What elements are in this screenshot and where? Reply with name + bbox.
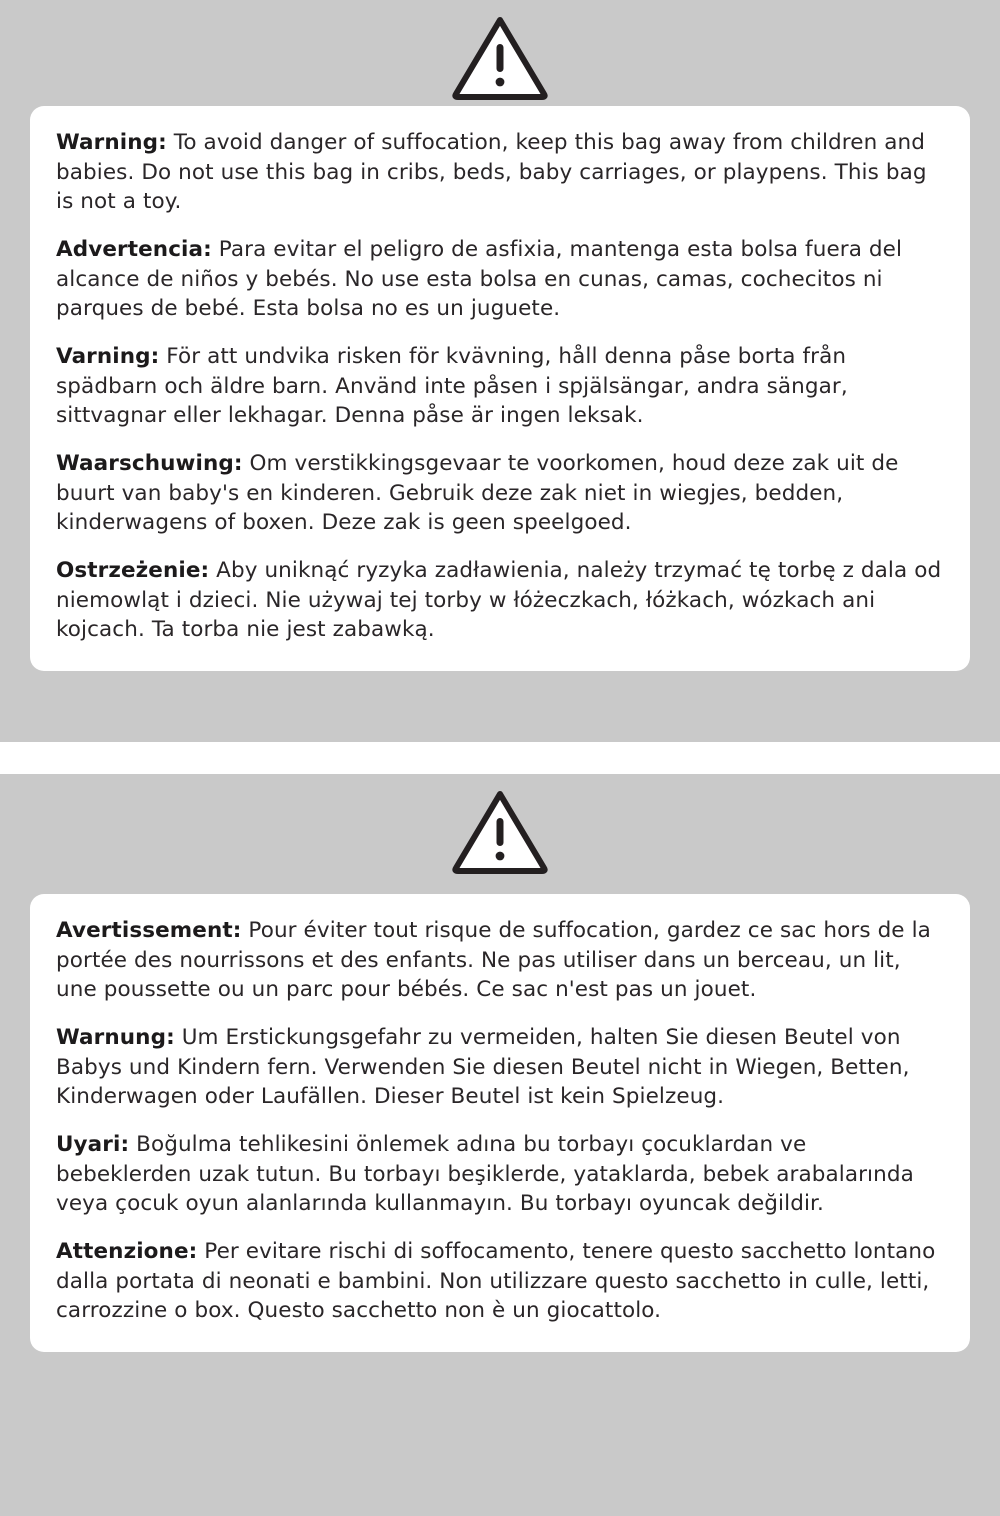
warning-text-card-2	[30, 894, 970, 1352]
warning-paragraph	[56, 916, 944, 1005]
warning-panel-2	[0, 774, 1000, 1516]
warning-paragraph	[56, 235, 944, 324]
panel-separator	[0, 742, 1000, 774]
warning-body-text: Per evitare rischi di soffocamento, tenere questo sacchetto lontano dalla portata di neonati e bambini. Non utilizzare questo sacchetto in culle, letti, carrozzine o box. Questo sacchetto non è un giocattolo.	[56, 1238, 936, 1324]
warning-paragraph	[56, 1237, 944, 1326]
warning-body-text: Om verstikkingsgevaar te voorkomen, houd deze zak uit de buurt van baby's en kinderen. Gebruik deze zak niet in wiegjes, bedden, kinderwagens of boxen. Deze zak is geen speelgoed.	[56, 450, 899, 536]
warning-body-text: Aby uniknąć ryzyka zadławienia, należy trzymać tę torbę z dala od niemowląt i dzieci. Nie używaj tej torby w łóżeczkach, łóżkach, wózkach ani kojcach. Ta torba nie jest zabawką.	[56, 557, 942, 643]
warning-language-label: Warnung:	[56, 1024, 175, 1050]
warning-paragraph	[56, 556, 944, 645]
warning-icon-container	[0, 788, 1000, 880]
warning-panel-1	[0, 0, 1000, 742]
warning-body-text: Um Erstickungsgefahr zu vermeiden, halten Sie diesen Beutel von Babys und Kindern fern. Verwenden Sie diesen Beutel nicht in Wiegen, Betten, Kinderwagen oder Laufällen. Dieser Beutel ist kein Spielzeug.	[56, 1024, 910, 1110]
warning-language-label: Ostrzeżenie:	[56, 557, 210, 583]
warning-icon-container	[0, 14, 1000, 106]
warning-triangle-exclamation-icon	[452, 14, 548, 100]
warning-language-label: Warning:	[56, 130, 167, 155]
warning-body-text: Para evitar el peligro de asfixia, mantenga esta bolsa fuera del alcance de niños y bebés. No use esta bolsa en cunas, camas, cochecitos ni parques de bebé. Esta bolsa no es un juguete.	[56, 236, 903, 322]
warning-paragraph	[56, 1023, 944, 1112]
warning-language-label: Advertencia:	[56, 236, 212, 262]
warning-body-text: Boğulma tehlikesini önlemek adına bu torbayı çocuklardan ve bebeklerden uzak tutun. Bu torbayı beşiklerde, yataklarda, bebek arabalarında veya çocuk oyun alanlarında kullanmayın. Bu torbayı oyuncak değildir.	[56, 1131, 914, 1217]
warning-body-text: För att undvika risken för kvävning, håll denna påse borta från spädbarn och äldre barn. Använd inte påsen i spjälsängar, andra sängar, sittvagnar eller lekhagar. Denna påse är ingen leksak.	[56, 343, 848, 429]
warning-paragraph	[56, 342, 944, 431]
warning-language-label: Uyari:	[56, 1131, 130, 1157]
warning-language-label: Varning:	[56, 343, 160, 369]
warning-language-label: Avertissement:	[56, 918, 242, 943]
warning-paragraph	[56, 449, 944, 538]
warning-body-text: To avoid danger of suffocation, keep this bag away from children and babies. Do not use this bag in cribs, beds, baby carriages, or playpens. This bag is not a toy.	[56, 130, 927, 215]
warning-text-card-1	[30, 106, 970, 671]
warning-paragraph	[56, 128, 944, 217]
warning-triangle-exclamation-icon	[452, 788, 548, 874]
warning-language-label: Waarschuwing:	[56, 450, 243, 476]
warning-body-text: Pour éviter tout risque de suffocation, gardez ce sac hors de la portée des nourrissons et des enfants. Ne pas utiliser dans un berceau, un lit, une poussette ou un parc pour bébés. Ce sac n'est pas un jouet.	[56, 918, 931, 1003]
warning-language-label: Attenzione:	[56, 1238, 198, 1264]
warning-paragraph	[56, 1130, 944, 1219]
